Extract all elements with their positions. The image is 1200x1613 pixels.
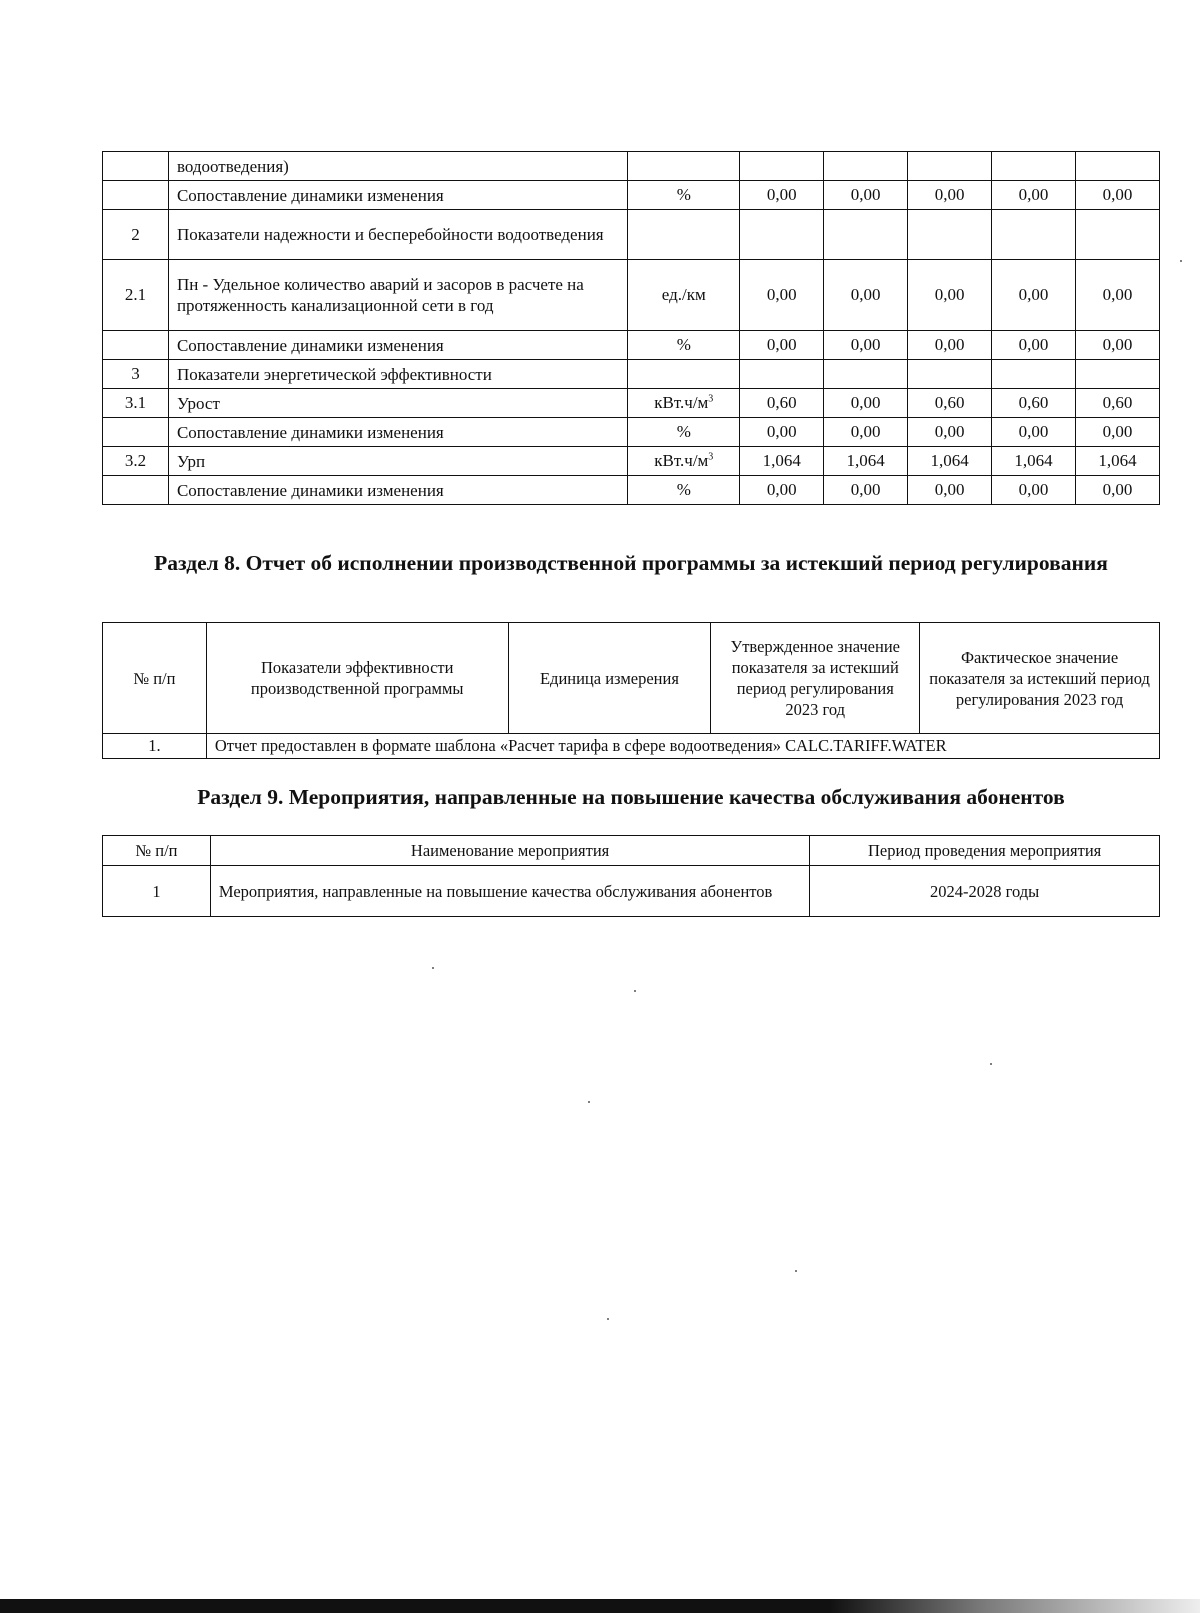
- row-value: [824, 152, 908, 181]
- row-value: 0,60: [740, 389, 824, 418]
- header-approved-value: Утвержденное значение показателя за истекший период регулирования 2023 год: [711, 623, 920, 734]
- row-name: Показатели надежности и бесперебойности водоотведения: [168, 210, 627, 260]
- unit-label: %: [676, 185, 691, 204]
- table-row: [103, 181, 1160, 210]
- table-row: [103, 866, 1160, 917]
- row-value: 0,00: [908, 331, 992, 360]
- header-event-period: Период проведения мероприятия: [810, 836, 1160, 866]
- section-9-header-row: [103, 836, 1160, 866]
- row-value: [1075, 152, 1159, 181]
- row-name: Показатели энергетической эффективности: [168, 360, 627, 389]
- row-value: 0,00: [1075, 418, 1159, 447]
- row-value: 1,064: [992, 447, 1076, 476]
- row-value: 0,00: [824, 389, 908, 418]
- row-value: 0,00: [992, 418, 1076, 447]
- row-value: 1,064: [1075, 447, 1159, 476]
- row-value: [908, 152, 992, 181]
- row-value: 0,00: [1075, 260, 1159, 331]
- table-row: [103, 360, 1160, 389]
- section-8-header-row: [103, 623, 1160, 734]
- row-num: [103, 181, 169, 210]
- unit-label: %: [676, 480, 691, 499]
- row-name: Сопоставление динамики изменения: [168, 181, 627, 210]
- row-value: 0,00: [992, 476, 1076, 505]
- event-period: 2024-2028 годы: [810, 866, 1160, 917]
- row-value: 0,60: [992, 389, 1076, 418]
- table-row: [103, 476, 1160, 505]
- row-value: 0,00: [740, 260, 824, 331]
- section-9-table: [102, 835, 1160, 917]
- table-row: [103, 152, 1160, 181]
- row-value: 0,00: [740, 476, 824, 505]
- row-value: [824, 210, 908, 260]
- row-name: Сопоставление динамики изменения: [168, 476, 627, 505]
- table-row: [103, 418, 1160, 447]
- scan-speck: [1180, 260, 1182, 262]
- row-value: 0,00: [908, 181, 992, 210]
- section-8-title: Раздел 8. Отчет об исполнении производственной программы за истекший период регулирования: [154, 551, 1108, 575]
- unit-superscript: 3: [708, 393, 714, 405]
- row-value: 0,00: [992, 331, 1076, 360]
- row-value: [824, 360, 908, 389]
- row-value: [992, 152, 1076, 181]
- row-value: [740, 360, 824, 389]
- table-row: [103, 331, 1160, 360]
- scan-edge-fade: [830, 1599, 1200, 1613]
- row-name: Урп: [168, 447, 627, 476]
- row-unit: [628, 181, 740, 210]
- row-value: 1,064: [908, 447, 992, 476]
- row-value: 0,00: [908, 476, 992, 505]
- row-value: [992, 360, 1076, 389]
- row-name: водоотведения): [168, 152, 627, 181]
- scan-speck: [432, 967, 434, 969]
- section-9-title: Раздел 9. Мероприятия, направленные на повышение качества обслуживания абонентов: [197, 785, 1065, 809]
- row-value: 0,00: [992, 181, 1076, 210]
- header-num: № п/п: [103, 836, 211, 866]
- row-num: 1.: [103, 734, 207, 759]
- row-value: 0,00: [824, 260, 908, 331]
- unit-label: кВт.ч/м: [654, 451, 709, 470]
- header-num: № п/п: [103, 623, 207, 734]
- table-row: [103, 734, 1160, 759]
- scan-speck: [990, 1063, 992, 1065]
- unit-label: %: [676, 335, 691, 354]
- row-value: 0,00: [740, 418, 824, 447]
- row-unit: [628, 360, 740, 389]
- row-num: 3.2: [103, 447, 169, 476]
- row-unit: [628, 418, 740, 447]
- row-num: [103, 418, 169, 447]
- row-num: [103, 476, 169, 505]
- row-num: 3: [103, 360, 169, 389]
- row-value: 1,064: [824, 447, 908, 476]
- row-name: Пн - Удельное количество аварий и засоров в расчете на протяженность канализационной сети в год: [168, 260, 627, 331]
- unit-label: ед./км: [661, 285, 706, 304]
- row-value: [992, 210, 1076, 260]
- row-num: [103, 331, 169, 360]
- row-unit: [628, 260, 740, 331]
- unit-label: кВт.ч/м: [654, 393, 709, 412]
- row-value: 1,064: [740, 447, 824, 476]
- row-value: 0,00: [908, 260, 992, 331]
- header-indicator: Показатели эффективности производственной программы: [206, 623, 508, 734]
- row-num: 1: [103, 866, 211, 917]
- row-value: [1075, 360, 1159, 389]
- unit-superscript: 3: [708, 451, 714, 463]
- row-num: 3.1: [103, 389, 169, 418]
- row-num: 2: [103, 210, 169, 260]
- row-value: [908, 210, 992, 260]
- row-value: 0,00: [740, 331, 824, 360]
- row-value: [908, 360, 992, 389]
- scan-speck: [588, 1101, 590, 1103]
- row-value: 0,00: [824, 476, 908, 505]
- header-actual-value: Фактическое значение показателя за истекший период регулирования 2023 год: [920, 623, 1160, 734]
- table-row: [103, 260, 1160, 331]
- row-value: 0,00: [740, 181, 824, 210]
- header-unit: Единица измерения: [508, 623, 711, 734]
- row-value: [740, 210, 824, 260]
- row-num: 2.1: [103, 260, 169, 331]
- row-unit: [628, 476, 740, 505]
- table-row: [103, 447, 1160, 476]
- indicators-table: [102, 151, 1160, 505]
- scan-speck: [607, 1318, 609, 1320]
- event-name: Мероприятия, направленные на повышение качества обслуживания абонентов: [210, 866, 809, 917]
- row-value: 0,00: [908, 418, 992, 447]
- row-value: [1075, 210, 1159, 260]
- row-value: 0,00: [1075, 331, 1159, 360]
- row-name: Сопоставление динамики изменения: [168, 418, 627, 447]
- section-8-table: [102, 622, 1160, 759]
- scan-speck: [634, 990, 636, 992]
- row-value: 0,60: [908, 389, 992, 418]
- header-event-name: Наименование мероприятия: [210, 836, 809, 866]
- row-value: 0,00: [1075, 181, 1159, 210]
- scan-speck: [795, 1270, 797, 1272]
- table-row: [103, 389, 1160, 418]
- row-value: 0,00: [992, 260, 1076, 331]
- row-value: 0,00: [824, 331, 908, 360]
- row-unit: [628, 389, 740, 418]
- row-value: 0,00: [824, 418, 908, 447]
- row-value: 0,00: [824, 181, 908, 210]
- row-unit: [628, 331, 740, 360]
- row-unit: [628, 447, 740, 476]
- row-value: 0,00: [1075, 476, 1159, 505]
- row-name: Сопоставление динамики изменения: [168, 331, 627, 360]
- row-unit: [628, 210, 740, 260]
- row-num: [103, 152, 169, 181]
- row-value: 0,60: [1075, 389, 1159, 418]
- unit-label: %: [676, 422, 691, 441]
- row-unit: [628, 152, 740, 181]
- row-name: Урост: [168, 389, 627, 418]
- row-value: [740, 152, 824, 181]
- table-row: [103, 210, 1160, 260]
- report-note: Отчет предоставлен в формате шаблона «Расчет тарифа в сфере водоотведения» CALC.TARIFF.WATER: [206, 734, 1159, 759]
